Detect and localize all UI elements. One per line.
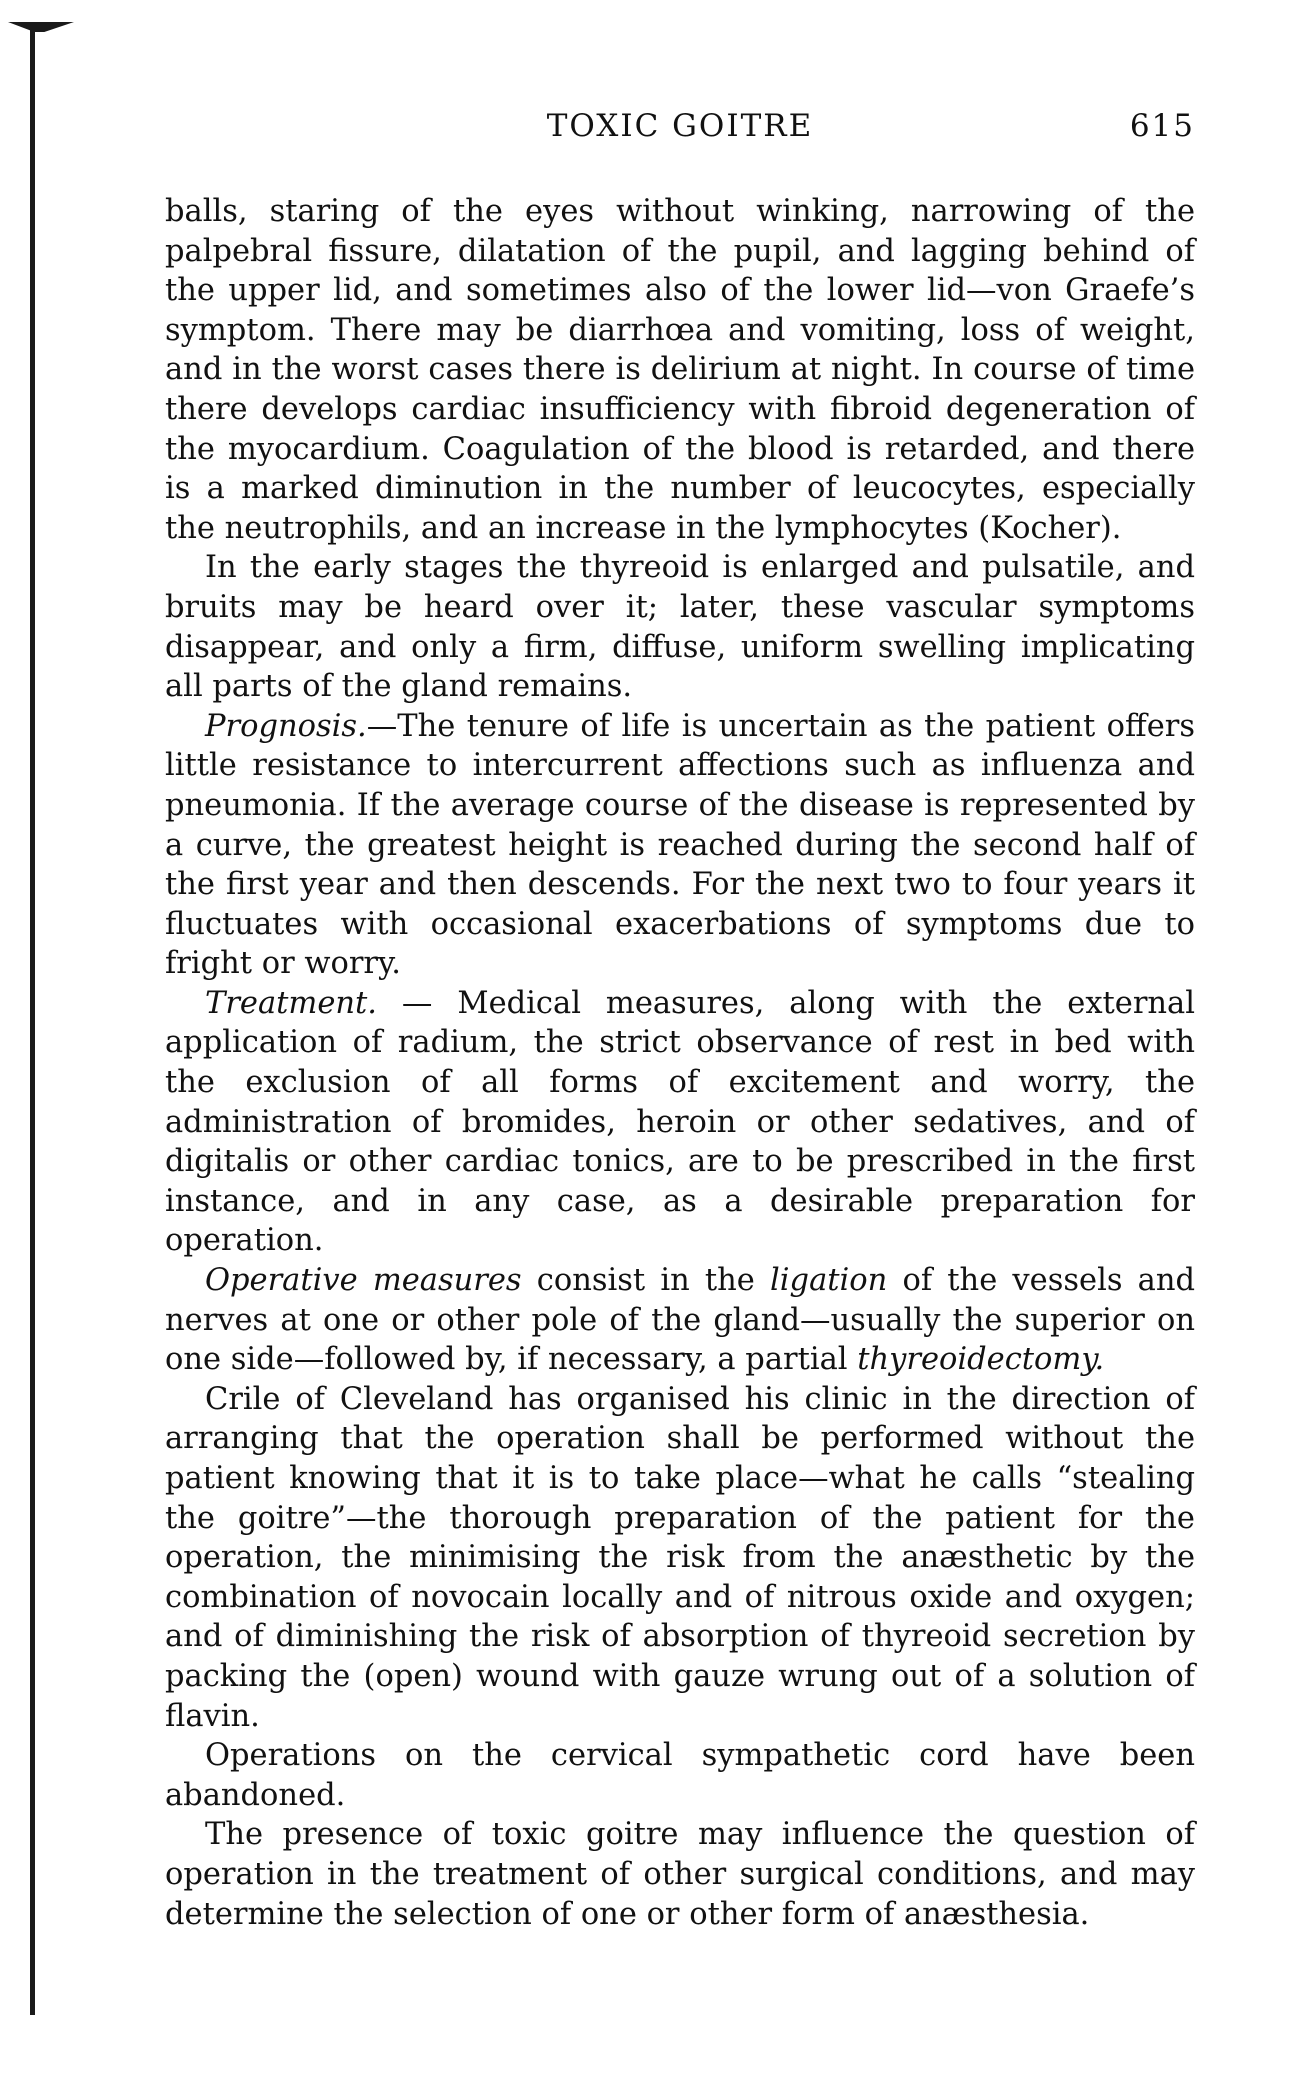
prognosis-label: Prognosis. bbox=[205, 708, 367, 744]
treatment-label: Treatment. bbox=[205, 985, 377, 1021]
paragraph-anaesthesia: The presence of toxic goitre may influence the question of operation in the treatment of other surgical conditions, and may determine the selection of one or other form of anæsthesia. bbox=[165, 1817, 1195, 1932]
prognosis-text: —The tenure of life is uncertain as the patient offers little resistance to intercurrent affections such as influenza and pneumonia. If the average course of the disease is represented by a curve, the greatest height is reached during the second half of the first year and then descends. For the next two to four years it fluctuates with occasional exacerbations of symptoms due to fright or worry. bbox=[165, 708, 1195, 982]
operative-label: Operative measures bbox=[205, 1263, 522, 1299]
paragraph-sympathetic: Operations on the cervical sympathetic cord have been abandoned. bbox=[165, 1738, 1195, 1813]
body-text bbox=[165, 192, 1195, 1934]
binding-edge-cap bbox=[8, 22, 74, 32]
paragraph-thyreoid: In the early stages the thyreoid is enlarged and pulsatile, and bruits may be heard over it; later, these vascular symptoms disappear, and only a firm, diffuse, uniform swelling implicating all parts of the gland remains. bbox=[165, 550, 1195, 705]
paragraph-treatment bbox=[165, 984, 1195, 1261]
running-title: TOXIC GOITRE bbox=[546, 108, 814, 144]
page-header bbox=[165, 108, 1195, 152]
operative-text-a: consist in the bbox=[521, 1263, 771, 1299]
paragraph-operative bbox=[165, 1261, 1195, 1380]
page-number: 615 bbox=[1129, 108, 1195, 144]
binding-edge bbox=[30, 30, 35, 2015]
paragraph-prognosis bbox=[165, 707, 1195, 984]
ligation-term: ligation bbox=[770, 1263, 888, 1299]
operative-text-b: of the vessels and nerves at one or other pole of the gland—usually the superior on one side—followed by, if necessary, a partial bbox=[165, 1263, 1196, 1378]
paragraph-crile: Crile of Cleveland has organised his clinic in the direction of arranging that the operation shall be performed without the patient knowing that it is to take place—what he calls “stealing the goitre”—the thorough preparation of the patient for the operation, the minimising the risk from the anæsthetic by the combination of novocain locally and of nitrous oxide and oxygen; and of diminishing the risk of absorption of thyreoid secretion by packing the (open) wound with gauze wrung out of a solution of flavin. bbox=[165, 1381, 1195, 1734]
thyreoidectomy-term: thyreoidectomy. bbox=[857, 1342, 1105, 1378]
paragraph-symptoms: balls, staring of the eyes without winking, narrowing of the palpebral fissure, dilatation of the pupil, and lagging behind of the upper lid, and sometimes also of the lower lid—von Graefe’s symptom. There may be diarrhœa and vomiting, loss of weight, and in the worst cases there is delirium at night. In course of time there develops cardiac insufficiency with fibroid degeneration of the myocardium. Coagulation of the blood is retarded, and there is a marked diminution in the number of leucocytes, especially the neutrophils, and an increase in the lymphocytes (Kocher). bbox=[165, 194, 1195, 546]
treatment-text: — Medical measures, along with the external application of radium, the strict observance of rest in bed with the exclusion of all forms of excitement and worry, the administration of bromides, heroin or other sedatives, and of digitalis or other cardiac tonics, are to be prescribed in the first instance, and in any case, as a desirable preparation for operation. bbox=[165, 985, 1195, 1259]
